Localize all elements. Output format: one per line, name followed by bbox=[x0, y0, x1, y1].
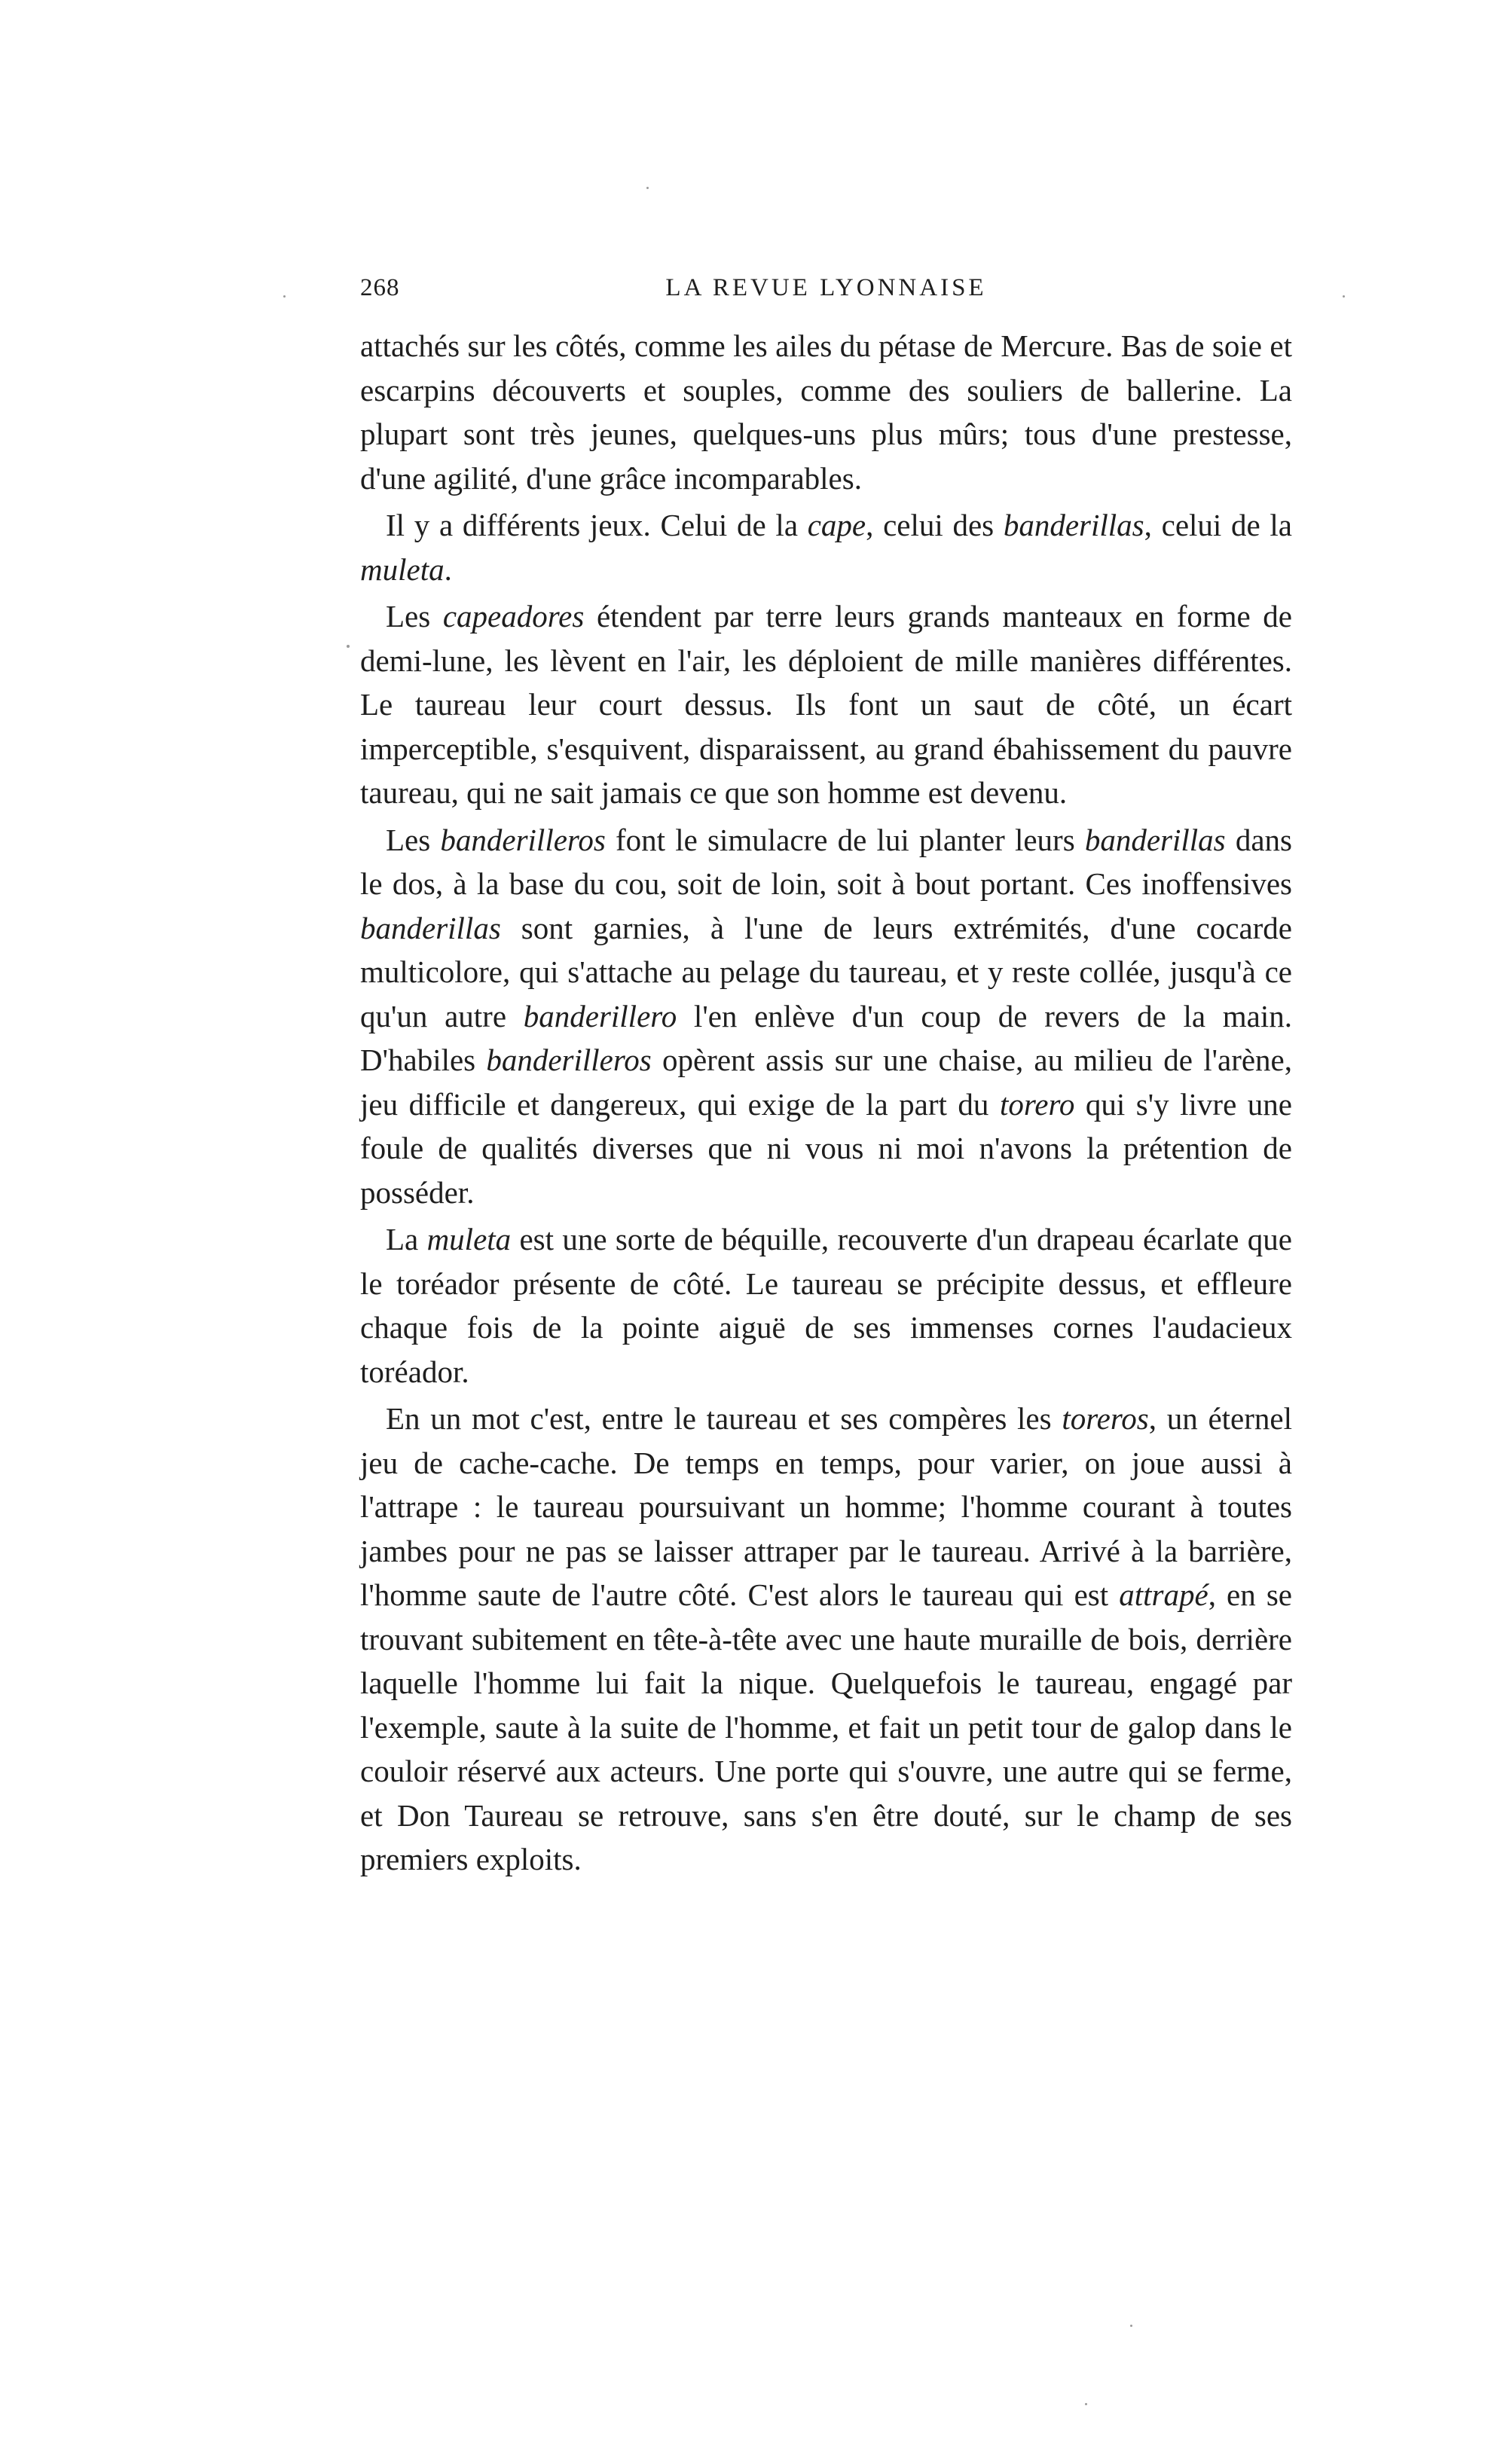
text-run: l'en enlève d'un coup de revers de la main. D'habiles bbox=[360, 998, 1293, 1077]
text-run: , un éternel jeu de cache-cache. De temps en temps, pour varier, on joue aussi à l'attrape : le taureau poursuivant un homme; l'homme courant à toutes jambes pour ne pas se laisser attraper par le taureau. Arrivé à la barrière, l'homme saute de l'autre côté. C'est alors le taureau qui est bbox=[360, 1401, 1292, 1612]
scan-speck bbox=[347, 645, 350, 648]
scan-speck bbox=[1130, 2325, 1132, 2327]
italic-term: toreros bbox=[1062, 1401, 1149, 1436]
text-run: Les bbox=[386, 599, 443, 634]
text-run: étendent par terre leurs grands manteaux en forme de demi-lune, les lèvent en l'air, les déploient de mille manières différentes. Le taureau leur court dessus. Ils font un saut de côté, un écart imperceptible, s'esquivent, disparaissent, au grand ébahissement du pauvre taureau, qui ne sait jamais ce que son homme est devenu. bbox=[360, 599, 1293, 810]
text-run: , celui de la bbox=[1144, 508, 1293, 542]
body-text bbox=[360, 324, 1292, 1885]
italic-term: muleta bbox=[360, 551, 445, 587]
text-run: sont garnies, à l'une de leurs extrémités, d'une cocarde multicolore, qui s'attache au pelage du taureau, et y reste collée, jusqu'à ce qu'un autre bbox=[360, 910, 1292, 1034]
italic-term: banderilleros bbox=[440, 822, 606, 857]
text-run: font le simulacre de lui planter leurs bbox=[605, 822, 1085, 857]
italic-term: banderillas bbox=[1003, 508, 1144, 542]
text-run: Les bbox=[386, 822, 441, 857]
text-run: , en se trouvant subitement en tête-à-tête avec une haute muraille de bois, derrière laquelle l'homme lui fait la nique. Quelquefois le taureau, engagé par l'exemple, saute à la suite de l'homme, et fait un petit tour de galop dans le couloir réservé aux acteurs. Une porte qui s'ouvre, une autre qui se ferme, et Don Taureau se retrouve, sans s'en être douté, sur le champ de ses premiers exploits. bbox=[360, 1577, 1292, 1876]
scan-speck bbox=[1085, 2403, 1087, 2405]
page-number: 268 bbox=[360, 274, 400, 301]
scan-speck bbox=[283, 295, 286, 298]
text-run: La bbox=[386, 1222, 427, 1256]
text-run: dans le dos, à la base du cou, soit de loin, soit à bout portant. Ces inoffensives bbox=[360, 822, 1292, 901]
paragraph bbox=[360, 1397, 1292, 1882]
paragraph bbox=[360, 1217, 1292, 1394]
text-run: attachés sur les côtés, comme les ailes du pétase de Mercure. Bas de soie et escarpins découverts et souples, comme des souliers de ballerine. La plupart sont très jeunes, quelques-uns plus mûrs; tous d'une prestesse, d'une agilité, d'une grâce incomparables. bbox=[360, 328, 1292, 496]
text-run: est une sorte de béquille, recouverte d'un drapeau écarlate que le toréador présente de côté. Le taureau se précipite dessus, et effleure chaque fois de la pointe aiguë de ses immenses cornes l'audacieux toréador. bbox=[360, 1222, 1292, 1389]
italic-term: attrapé bbox=[1119, 1577, 1208, 1612]
page-header bbox=[360, 274, 1292, 319]
italic-term: capeadores bbox=[442, 599, 585, 634]
italic-term: cape bbox=[807, 508, 866, 542]
italic-term: torero bbox=[999, 1086, 1075, 1122]
paragraph bbox=[360, 818, 1292, 1215]
text-run: opèrent assis sur une chaise, au milieu de l'arène, jeu difficile et dangereux, qui exige de la part du bbox=[360, 1043, 1292, 1122]
italic-term: banderillero bbox=[523, 998, 677, 1034]
scan-speck bbox=[646, 187, 649, 189]
running-head: LA REVUE LYONNAISE bbox=[665, 274, 987, 301]
italic-term: banderilleros bbox=[486, 1043, 652, 1077]
text-run: . bbox=[444, 551, 452, 587]
italic-term: banderillas bbox=[360, 910, 501, 945]
paragraph bbox=[360, 503, 1292, 591]
scan-speck bbox=[1343, 295, 1345, 298]
paragraph bbox=[360, 324, 1292, 500]
italic-term: banderillas bbox=[1084, 822, 1226, 857]
text-run: En un mot c'est, entre le taureau et ses compères les bbox=[386, 1401, 1062, 1436]
paragraph bbox=[360, 594, 1292, 815]
text-run: Il y a différents jeux. Celui de la bbox=[386, 508, 808, 542]
italic-term: muleta bbox=[426, 1222, 512, 1256]
text-run: , celui des bbox=[866, 508, 1004, 542]
text-run: qui s'y livre une foule de qualités diverses que ni vous ni moi n'avons la prétention de posséder. bbox=[360, 1086, 1292, 1210]
